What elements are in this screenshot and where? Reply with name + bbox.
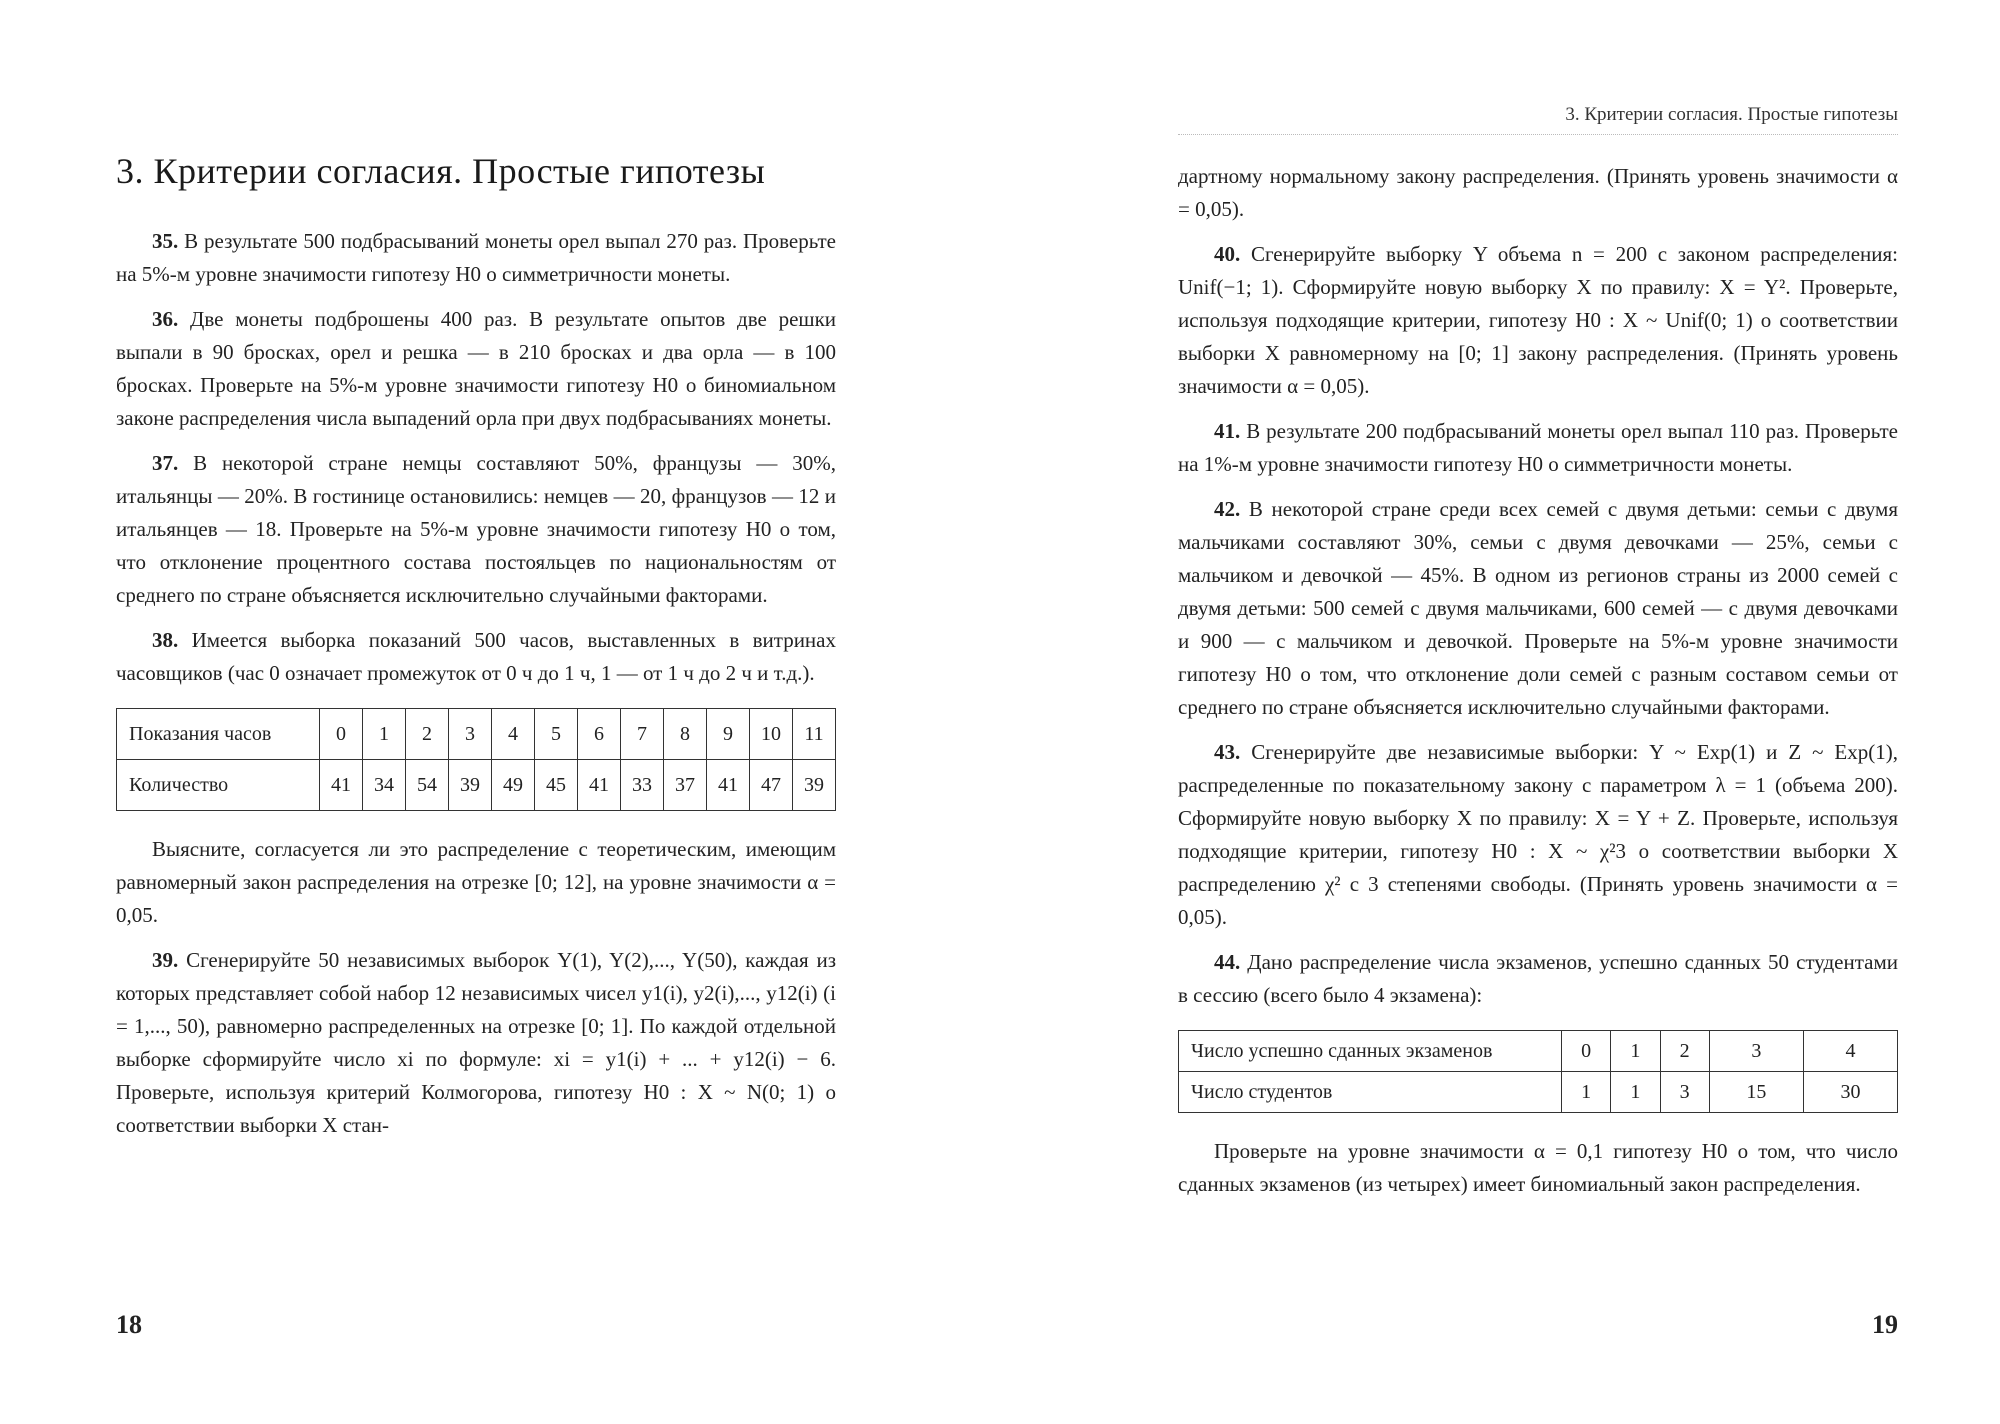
table-cell: 39 (793, 760, 836, 811)
problem-number: 35. (152, 229, 179, 253)
problem-text: Сгенерируйте 50 независимых выборок Y(1), Y(2),..., Y(50), каждая из которых представляет собой набор 12 независимых чисел y1(i), y2(i),..., y12(i) (i = 1,..., 50), равномерно распределенных на отрезке [0; 1]. По каждой отдельной выборке сформируйте число xi по формуле: xi = y1(i) + ... + y12(i) − 6. Проверьте, используя критерий Колмогорова, гипотезу H0 : X ~ N(0; 1) о соответствии выборки X стан- (116, 948, 836, 1137)
problem-40 (1178, 238, 1898, 403)
chapter-title: 3. Критерии согласия. Простые гипотезы (116, 151, 766, 191)
table-cell: 33 (621, 760, 664, 811)
problem-text: Дано распределение числа экзаменов, успешно сданных 50 студентами в сессию (всего было 4 экзамена): (1178, 950, 1898, 1007)
table-row (117, 760, 836, 811)
table-header-cell: Показания часов (117, 709, 320, 760)
problem-text: В некоторой стране среди всех семей с двумя детьми: семьи с двумя мальчиками составляют 30%, семьи с двумя девочками — 25%, семьи с мальчиком и девочкой — 45%. В одном из регионов страны из 2000 семей с двумя детьми: 500 семей с двумя мальчиками, 600 семей — с двумя девочками и 900 — с мальчиком и девочкой. Проверьте на 5%-м уровне значимости гипотезу H0 о том, что отклонение доли семей с разным составом семьи от среднего по стране объясняется исключительно случайными факторами. (1178, 497, 1899, 719)
table-cell: 39 (449, 760, 492, 811)
table-header-cell: Число успешно сданных экзаменов (1179, 1031, 1562, 1072)
problem-number: 41. (1214, 419, 1241, 443)
table-row (1179, 1072, 1898, 1113)
table-cell: 1 (1611, 1072, 1660, 1113)
problem-39-continuation: дартному нормальному закону распределения. (Принять уровень значимости α = 0,05). (1178, 164, 1898, 221)
problem-number: 43. (1214, 740, 1241, 764)
problem-text: В некоторой стране немцы составляют 50%, французы — 30%, итальянцы — 20%. В гостинице остановились: немцев — 20, французов — 12 и итальянцев — 18. Проверьте на 5%-м уровне значимости гипотезу H0 о том, что отклонение процентного состава постояльцев по национальностям от среднего по стране объясняется исключительно случайными факторами. (116, 451, 837, 607)
left-text-column (116, 225, 836, 1154)
table-cell: 4 (492, 709, 535, 760)
problem-41 (1178, 415, 1898, 481)
problem-text: В результате 500 подбрасываний монеты орел выпал 270 раз. Проверьте на 5%-м уровне значимости гипотезу H0 о симметричности монеты. (116, 229, 836, 286)
right-text-column (1178, 160, 1898, 1213)
header-divider (1178, 134, 1898, 135)
table-header-cell: Число студентов (1179, 1072, 1562, 1113)
table-cell: 2 (1660, 1031, 1709, 1072)
right-page (1178, 0, 1898, 1424)
problem-text: Две монеты подброшены 400 раз. В результате опытов две решки выпали в 90 бросках, орел и решка — в 210 бросках и два орла — в 100 бросках. Проверьте на 5%-м уровне значимости гипотезу H0 о биномиальном законе распределения числа выпадений орла при двух подбрасываниях монеты. (116, 307, 837, 430)
table-cell: 5 (535, 709, 578, 760)
problem-35 (116, 225, 836, 291)
problem-text: Сгенерируйте выборку Y объема n = 200 с законом распределения: Unif(−1; 1). Сформируйте новую выборку X по правилу: X = Y². Проверьте, используя подходящие критерии, гипотезу H0 : X ~ Unif(0; 1) о соответствии выборки X равномерному на [0; 1] закону распределения. (Принять уровень значимости α = 0,05). (1178, 242, 1898, 398)
problem-38 (116, 624, 836, 690)
problem-number: 44. (1214, 950, 1241, 974)
table-cell: 41 (707, 760, 750, 811)
table-cell: 4 (1803, 1031, 1897, 1072)
table-cell: 1 (363, 709, 406, 760)
table-cell: 47 (750, 760, 793, 811)
problem-number: 36. (152, 307, 179, 331)
table-cell: 49 (492, 760, 535, 811)
table-cell: 1 (1611, 1031, 1660, 1072)
table-cell: 3 (1660, 1072, 1709, 1113)
table-cell: 15 (1709, 1072, 1803, 1113)
problem-44 (1178, 946, 1898, 1012)
table-cell: 34 (363, 760, 406, 811)
table-cell: 45 (535, 760, 578, 811)
problem-number: 37. (152, 451, 179, 475)
page-number: 18 (116, 1310, 142, 1339)
problem-text: Сгенерируйте две независимые выборки: Y ~ Exp(1) и Z ~ Exp(1), распределенные по показательному закону с параметром λ = 1 (объема 200). Сформируйте новую выборку X по правилу: X = Y + Z. Проверьте, используя подходящие критерии, гипотезу H0 : X ~ χ²3 о соответствии выборки X распределению χ² с 3 степенями свободы. (Принять уровень значимости α = 0,05). (1178, 740, 1898, 929)
table-cell: 6 (578, 709, 621, 760)
table-cell: 41 (320, 760, 363, 811)
table-cell: 41 (578, 760, 621, 811)
problem-number: 40. (1214, 242, 1241, 266)
table-cell: 3 (449, 709, 492, 760)
table-cell: 1 (1562, 1072, 1611, 1113)
running-head: 3. Критерии согласия. Простые гипотезы (1565, 104, 1898, 125)
table-cell: 0 (320, 709, 363, 760)
problem-text: Имеется выборка показаний 500 часов, выставленных в витринах часовщиков (час 0 означает промежуток от 0 ч до 1 ч, 1 — от 1 ч до 2 ч и т.д.). (116, 628, 836, 685)
problem-43 (1178, 736, 1898, 934)
table-cell: 8 (664, 709, 707, 760)
clock-readings-table (116, 708, 836, 811)
table-cell: 7 (621, 709, 664, 760)
problem-text: В результате 200 подбрасываний монеты орел выпал 110 раз. Проверьте на 1%-м уровне значимости гипотезу H0 о симметричности монеты. (1178, 419, 1899, 476)
table-cell: 37 (664, 760, 707, 811)
problem-number: 42. (1214, 497, 1241, 521)
problem-37 (116, 447, 836, 612)
problem-44-question: Проверьте на уровне значимости α = 0,1 гипотезу H0 о том, что число сданных экзаменов (из четырех) имеет биномиальный закон распределения. (1178, 1139, 1898, 1196)
table-row (1179, 1031, 1898, 1072)
table-cell: 9 (707, 709, 750, 760)
table-row (117, 709, 836, 760)
table-cell: 2 (406, 709, 449, 760)
problem-number: 38. (152, 628, 179, 652)
table-cell: 10 (750, 709, 793, 760)
problem-38-question: Выясните, согласуется ли это распределение с теоретическим, имеющим равномерный закон распределения на отрезке [0; 12], на уровне значимости α = 0,05. (116, 837, 836, 927)
problem-number: 39. (152, 948, 179, 972)
table-cell: 54 (406, 760, 449, 811)
page-number: 19 (1872, 1310, 1898, 1339)
problem-39 (116, 944, 836, 1142)
left-page (116, 0, 836, 1424)
table-cell: 11 (793, 709, 836, 760)
problem-42 (1178, 493, 1898, 724)
exams-table (1178, 1030, 1898, 1113)
table-cell: 30 (1803, 1072, 1897, 1113)
table-cell: 0 (1562, 1031, 1611, 1072)
problem-36 (116, 303, 836, 435)
table-cell: 3 (1709, 1031, 1803, 1072)
table-header-cell: Количество (117, 760, 320, 811)
